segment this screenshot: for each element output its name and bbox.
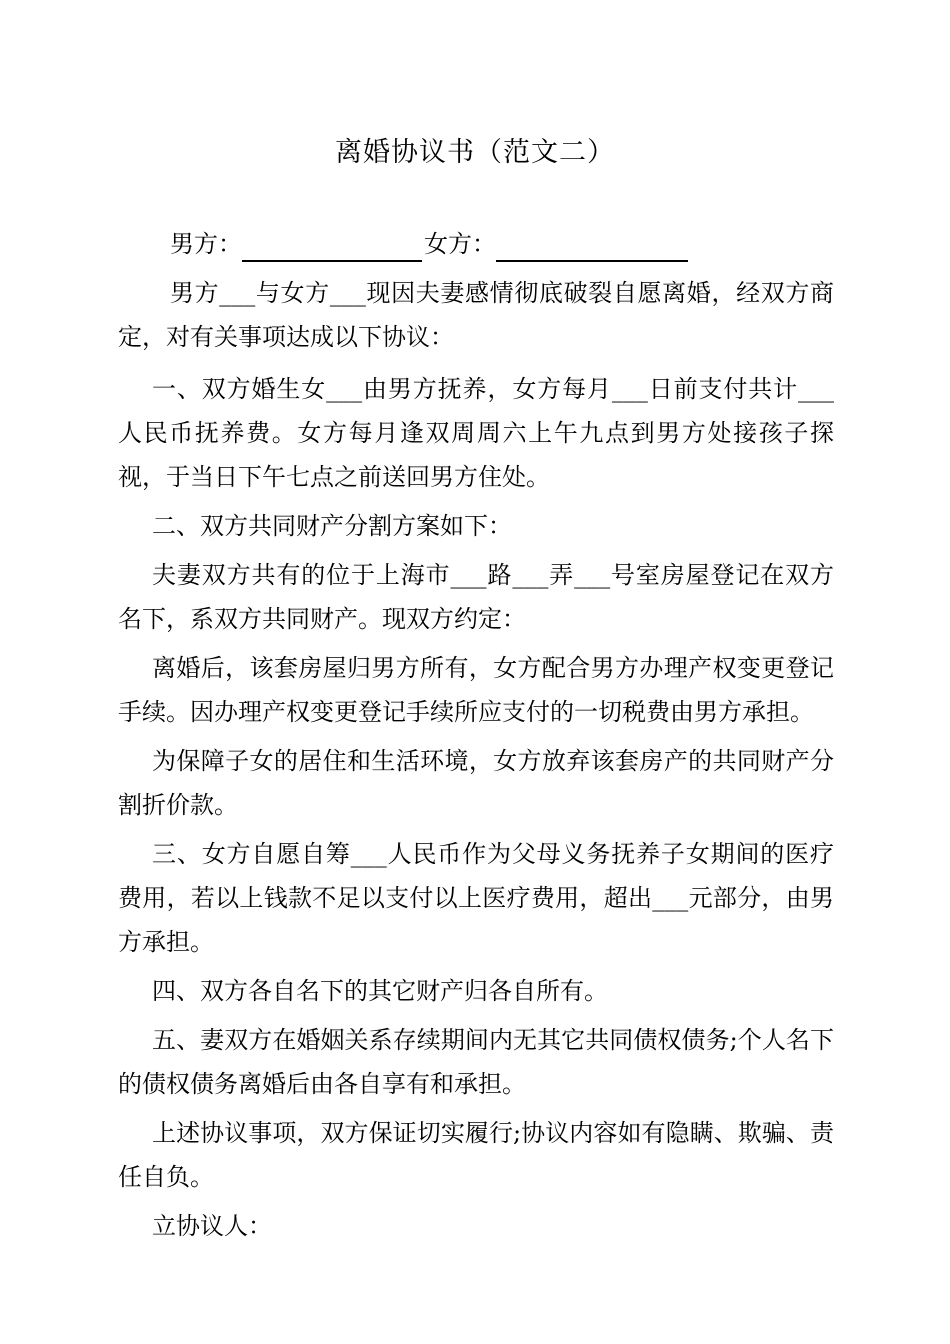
paragraph-intro: 男方___与女方___现因夫妻感情彻底破裂自愿离婚，经双方商定，对有关事项达成以下协议： bbox=[118, 279, 834, 351]
paragraph-property-ownership: 离婚后，该套房屋归男方所有，女方配合男方办理产权变更登记手续。因办理产权变更登记手续所应支付的一切税费由男方承担。 bbox=[118, 654, 834, 726]
paragraph-clause-3: 三、女方自愿自筹___人民币作为父母义务抚养子女期间的医疗费用，若以上钱款不足以支付以上医疗费用，超出___元部分，由男方承担。 bbox=[118, 840, 834, 956]
paragraph-signatories: 立协议人： bbox=[152, 1212, 272, 1240]
paragraph-property: 夫妻双方共有的位于上海市___路___弄___号室房屋登记在双方名下，系双方共同财产。现双方约定： bbox=[118, 561, 834, 633]
document-body bbox=[118, 271, 834, 1248]
paragraph-clause-5: 五、妻双方在婚姻关系存续期间内无其它共同债权债务;个人名下的债权债务离婚后由各自享有和承担。 bbox=[118, 1026, 834, 1098]
female-party-label: 女方： bbox=[424, 230, 496, 258]
paragraph-clause-4: 四、双方各自名下的其它财产归各自所有。 bbox=[152, 977, 608, 1005]
document-title: 离婚协议书（范文二） bbox=[335, 137, 615, 168]
parties-line bbox=[170, 226, 688, 262]
paragraph-commitment: 上述协议事项，双方保证切实履行;协议内容如有隐瞒、欺骗、责任自负。 bbox=[118, 1119, 834, 1191]
female-party-blank bbox=[496, 232, 688, 262]
male-party-label: 男方： bbox=[170, 230, 242, 258]
male-party-blank bbox=[242, 232, 422, 262]
paragraph-clause-1: 一、双方婚生女___由男方抚养，女方每月___日前支付共计___人民币抚养费。女方每月逢双周周六上午九点到男方处接孩子探视，于当日下午七点之前送回男方住处。 bbox=[118, 375, 834, 491]
paragraph-clause-2: 二、双方共同财产分割方案如下： bbox=[152, 512, 512, 540]
paragraph-property-waiver: 为保障子女的居住和生活环境，女方放弃该套房产的共同财产分割折价款。 bbox=[118, 747, 834, 819]
